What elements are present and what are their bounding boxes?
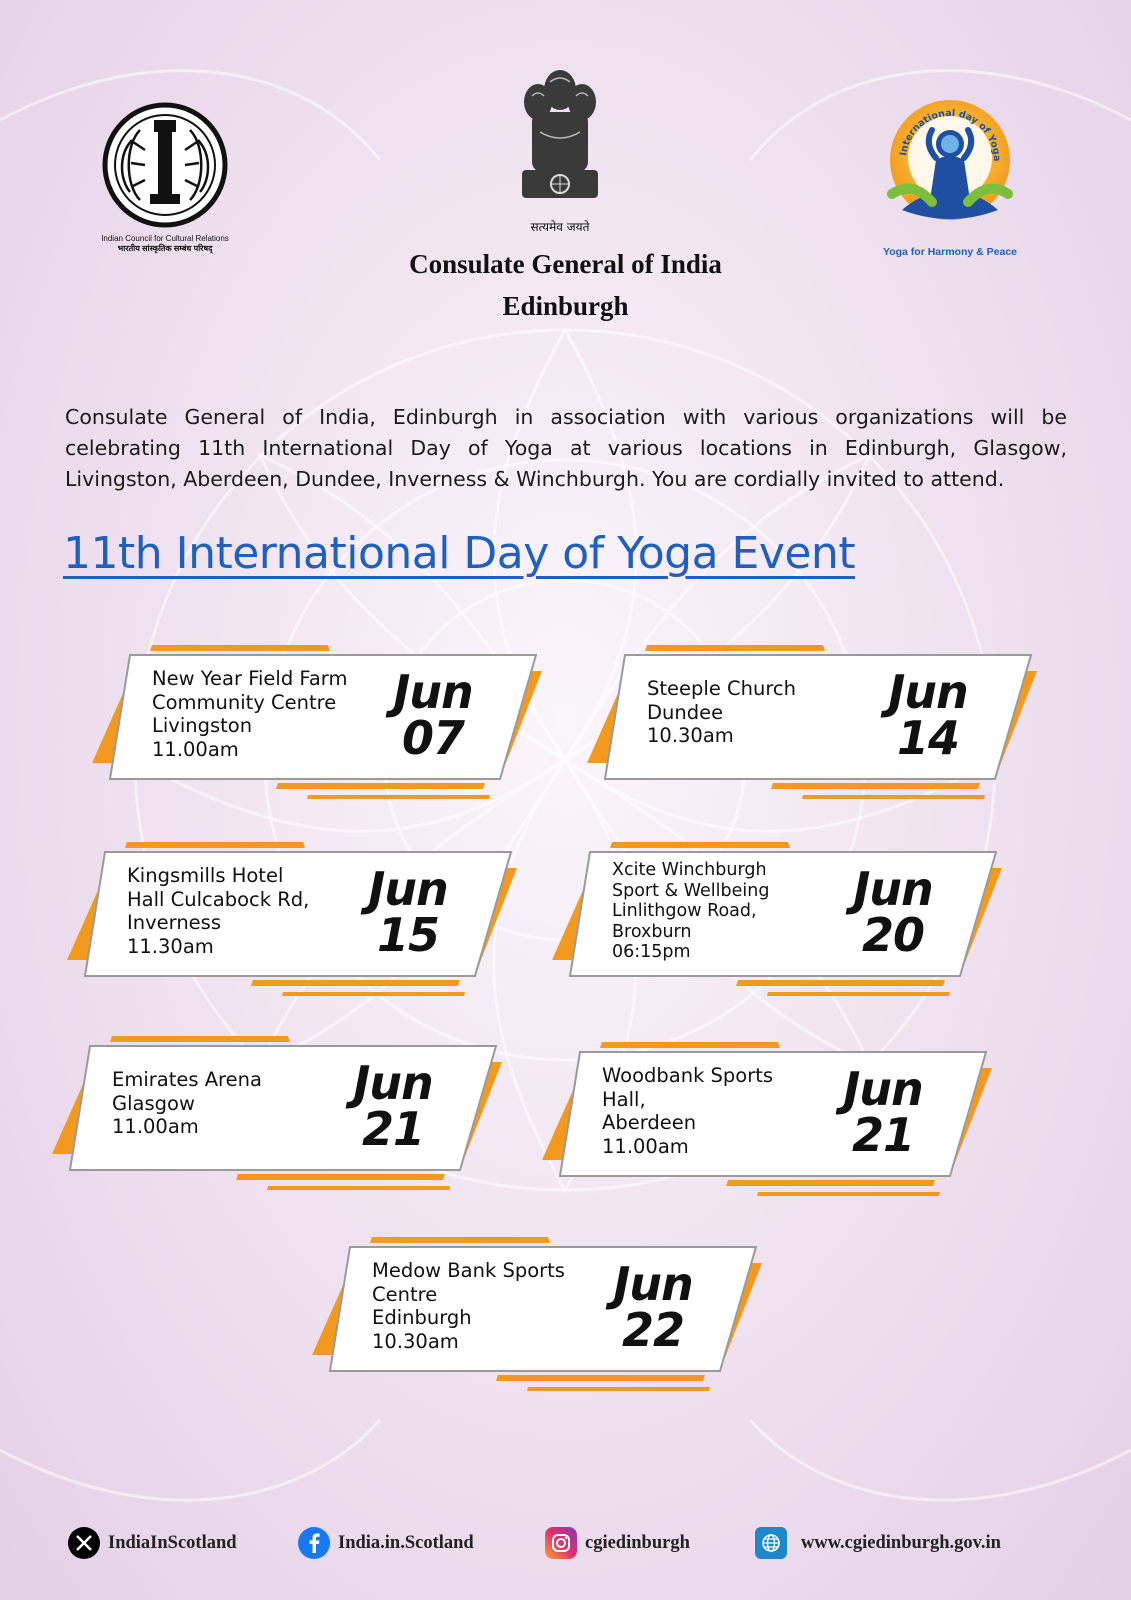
event-date	[828, 862, 958, 962]
event-venue	[152, 667, 347, 761]
event-venue	[127, 864, 309, 958]
event-venue-line: Glasgow	[112, 1091, 195, 1115]
event-venue-line: New Year Field Farm	[152, 667, 348, 690]
event-month: Jun	[353, 1056, 433, 1110]
event-time: 11.00am	[602, 1134, 689, 1158]
event-venue-line: Medow Bank Sports	[372, 1259, 565, 1282]
iccr-name-hindi: भारतीय सांस्कृतिक सम्बंध परिषद्	[117, 244, 213, 253]
page-title-line2: Edinburgh	[502, 291, 629, 321]
yoga-logo-arc-text: International day of Yoga	[898, 107, 1003, 162]
event-card	[310, 1237, 770, 1407]
footer-x[interactable]	[68, 1526, 237, 1560]
event-venue-line: Woodbank Sports	[602, 1064, 774, 1087]
event-day: 22	[621, 1303, 684, 1357]
national-emblem	[510, 62, 610, 232]
event-day: 20	[861, 908, 924, 962]
footer-website[interactable]	[755, 1526, 1001, 1560]
event-venue-line: Linlithgow Road,	[612, 901, 757, 921]
footer-facebook[interactable]	[298, 1526, 474, 1560]
event-date	[328, 1056, 458, 1156]
event-day: 07	[401, 711, 464, 765]
event-time: 10.30am	[647, 724, 734, 747]
yoga-pose-icon	[870, 98, 1030, 238]
event-date	[588, 1257, 718, 1357]
event-card	[65, 842, 525, 1012]
facebook-handle: India.in.Scotland	[338, 1532, 474, 1553]
event-time: 11.00am	[112, 1115, 199, 1138]
event-venue	[372, 1259, 565, 1353]
event-venue-line: Steeple Church	[647, 677, 797, 700]
event-card	[540, 1042, 1000, 1212]
event-card	[90, 645, 550, 815]
event-venue-line: Xcite Winchburgh	[612, 860, 767, 880]
event-venue-line: Hall,	[602, 1087, 646, 1111]
footer-instagram[interactable]	[545, 1526, 690, 1560]
iccr-logo	[90, 100, 240, 260]
event-venue-line: Broxburn	[612, 921, 692, 942]
event-venue	[602, 1064, 773, 1158]
event-day: 21	[851, 1108, 914, 1162]
event-month: Jun	[393, 665, 473, 719]
event-date	[343, 862, 473, 962]
instagram-handle: cgiedinburgh	[585, 1532, 690, 1553]
yoga-day-logo	[870, 98, 1030, 263]
event-month: Jun	[843, 1062, 923, 1116]
event-venue	[112, 1068, 262, 1139]
yoga-logo-tagline: Yoga for Harmony & Peace	[882, 246, 1017, 258]
event-venue-line: Kingsmills Hotel	[127, 864, 284, 887]
event-month: Jun	[368, 862, 448, 916]
event-venue-line: Edinburgh	[372, 1306, 472, 1329]
event-month: Jun	[613, 1257, 693, 1311]
tree-lamp-icon	[90, 100, 240, 230]
iccr-name-english: Indian Council for Cultural Relations	[101, 234, 229, 243]
event-venue-line: Inverness	[127, 911, 221, 934]
event-venue	[647, 677, 796, 748]
event-venue-line: Sport & Wellbeing	[612, 880, 770, 901]
event-month: Jun	[853, 862, 933, 916]
website-url: www.cgiedinburgh.gov.in	[801, 1532, 1001, 1553]
event-card	[550, 842, 1010, 1012]
event-venue-line: Community Centre	[152, 690, 337, 714]
event-card	[585, 645, 1045, 815]
event-time: 11.30am	[127, 934, 214, 958]
page-title-line1: Consulate General of India	[409, 249, 722, 279]
event-date	[368, 665, 498, 765]
event-month: Jun	[888, 665, 968, 719]
event-day: 21	[361, 1102, 424, 1156]
lion-capital-icon	[510, 62, 610, 212]
event-date	[863, 665, 993, 765]
emblem-motto: सत्यमेव जयते	[530, 220, 590, 234]
facebook-icon	[298, 1527, 330, 1559]
instagram-icon	[545, 1527, 577, 1559]
event-venue-line: Hall Culcabock Rd,	[127, 887, 310, 911]
event-venue-line: Dundee	[647, 700, 724, 724]
event-time: 11.00am	[152, 737, 239, 761]
event-venue-line: Emirates Arena	[112, 1068, 262, 1091]
event-venue-line: Livingston	[152, 714, 253, 737]
event-day: 15	[376, 908, 439, 962]
event-venue-line: Aberdeen	[602, 1111, 697, 1134]
event-title: 11th International Day of Yoga Event	[63, 528, 856, 579]
x-icon	[68, 1527, 100, 1559]
event-time: 10.30am	[372, 1329, 459, 1353]
event-day: 14	[896, 711, 959, 765]
event-venue-line: Centre	[372, 1282, 438, 1306]
event-card	[50, 1036, 510, 1206]
event-time: 06:15pm	[612, 942, 691, 962]
intro-paragraph: Consulate General of India, Edinburgh in association with various organizations will be celebrating 11th International Day of Yoga at various locations in Edinburgh, Glasgow, Livingston, Aberdeen, Dundee, Inverness & Winchburgh. You are cordially invited to attend.	[65, 405, 1067, 491]
event-venue	[612, 860, 769, 963]
globe-icon	[755, 1527, 787, 1559]
event-date	[818, 1062, 948, 1162]
x-handle: IndiaInScotland	[108, 1532, 237, 1553]
